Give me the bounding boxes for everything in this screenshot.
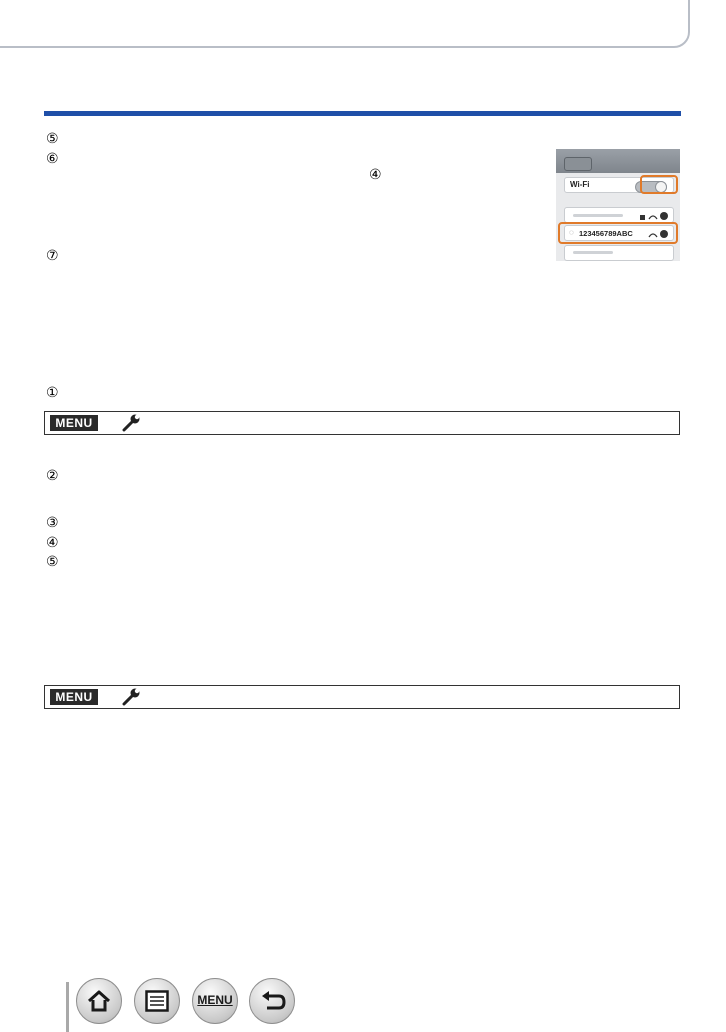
menu-badge: MENU	[50, 415, 98, 431]
return-arrow-icon	[259, 989, 287, 1015]
list-icon	[145, 990, 169, 1012]
network-name: 123456789ABC	[579, 229, 633, 238]
menu-path-bar-1	[44, 411, 680, 435]
footer-side-rule	[66, 982, 69, 1032]
home-button[interactable]	[76, 978, 122, 1024]
menu-path-bar-2	[44, 685, 680, 709]
step-1-marker: ①	[46, 384, 59, 400]
network-row-other-2	[564, 245, 674, 261]
toggle-highlight	[640, 175, 678, 194]
back-button[interactable]	[249, 978, 295, 1024]
home-icon	[86, 988, 112, 1014]
wrench-icon	[121, 414, 141, 432]
step-4-reference: ④	[369, 166, 382, 182]
menu-button[interactable]	[192, 978, 238, 1024]
menu-badge: MENU	[50, 689, 98, 705]
step-2-marker: ②	[46, 467, 59, 483]
wifi-label: Wi-Fi	[570, 180, 590, 189]
wrench-icon	[121, 688, 141, 706]
section-rule	[44, 111, 681, 116]
step-3-marker: ③	[46, 514, 59, 530]
smartphone-wifi-screenshot	[556, 149, 680, 261]
contents-button[interactable]	[134, 978, 180, 1024]
network-row-other	[564, 207, 674, 223]
page-header-frame	[0, 0, 690, 48]
step-7-marker: ⑦	[46, 247, 59, 263]
step-4-marker: ④	[46, 534, 59, 550]
network-row-camera: ◌ 123456789ABC	[564, 225, 674, 241]
step-6-marker: ⑥	[46, 150, 59, 166]
phone-back-button	[564, 157, 592, 171]
step-5-marker: ⑤	[46, 130, 59, 146]
lock-wifi-info-icon	[639, 211, 669, 221]
step-5b-marker: ⑤	[46, 553, 59, 569]
phone-nav-bar	[556, 149, 680, 173]
network-highlight	[558, 222, 678, 244]
menu-button-label: MENU	[197, 993, 233, 1007]
